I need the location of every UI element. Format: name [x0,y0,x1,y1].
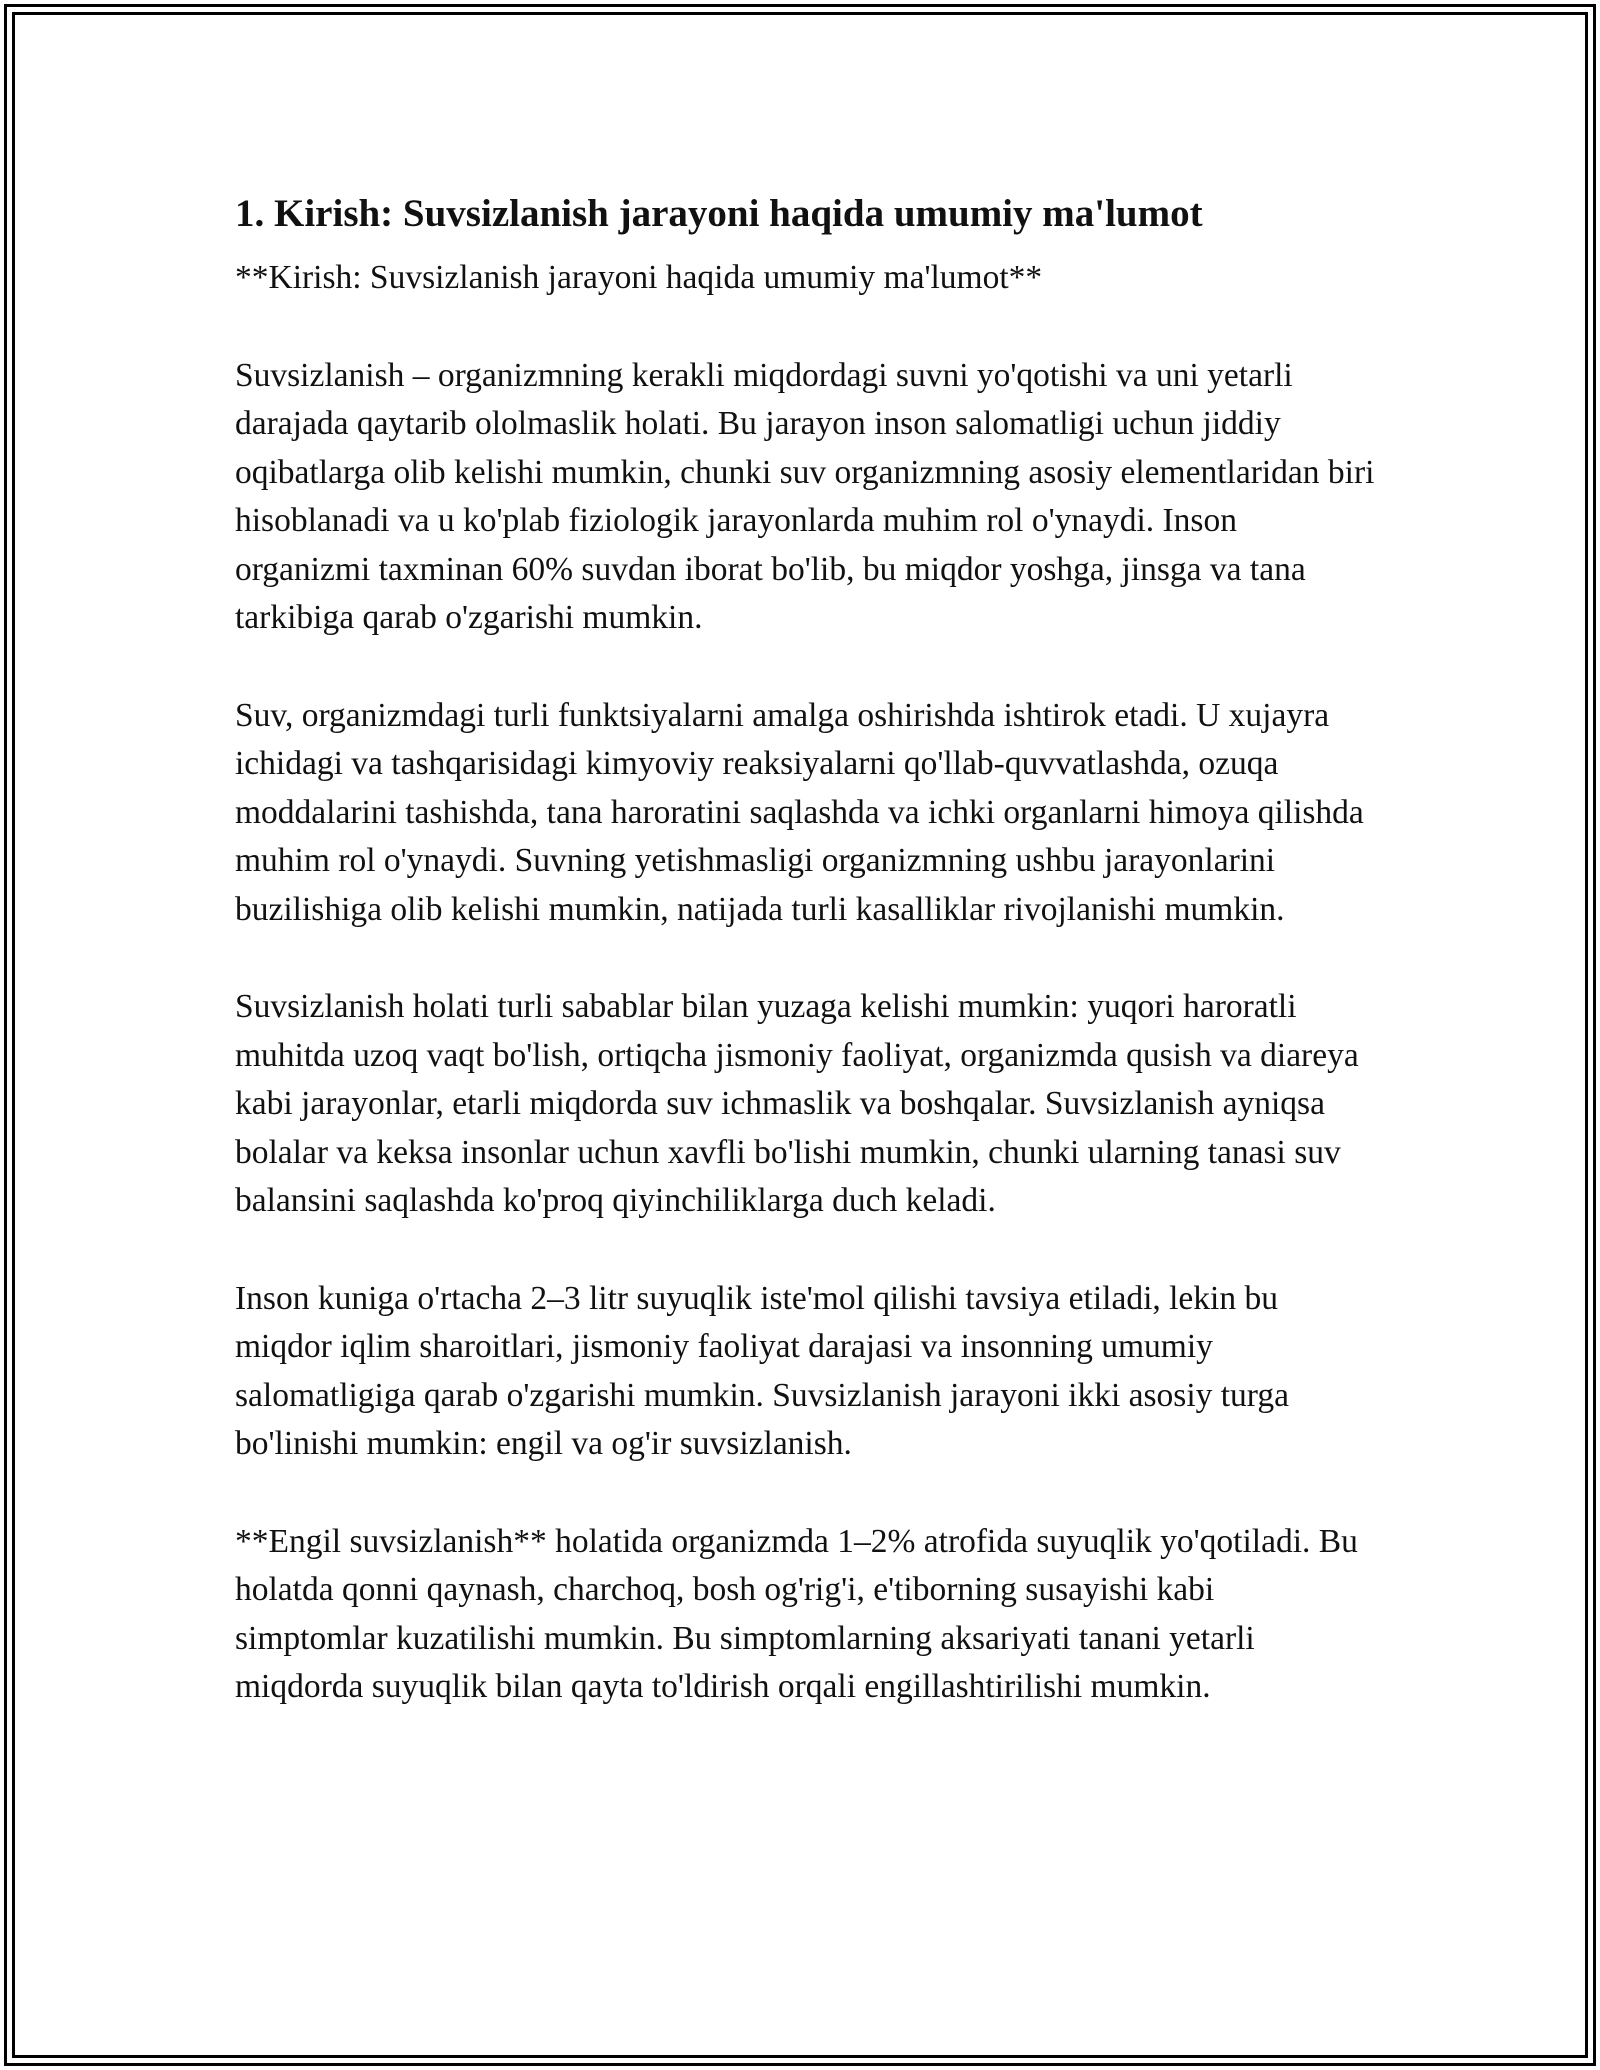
paragraph-4: Inson kuniga o'rtacha 2–3 litr suyuqlik iste'mol qilishi tavsiya etiladi, lekin bu miqdor iqlim sharoitlari, jismoniy faoliyat darajasi va insonning umumiy salomatligiga qarab o'zgarishi mumkin. Suvsizlanish jarayoni ikki asosiy turga bo'linishi mumkin: engil va og'ir suvsizlanish. [235,1279,1289,1462]
paragraph-2: Suv, organizmdagi turli funktsiyalarni amalga oshirishda ishtirok etadi. U xujayra ichidagi va tashqarisidagi kimyoviy reaksiyalarni qo'llab-quvvatlashda, ozuqa moddalarini tashishda, tana haroratini saqlashda va ichki organlarni himoya qilishda muhim rol o'ynaydi. Suvning yetishmasligi organizmning ushbu jarayonlarini buzilishiga olib kelishi mumkin, natijada turli kasalliklar rivojlanishi mumkin. [235,696,1364,928]
section-subtitle: **Kirish: Suvsizlanish jarayoni haqida umumiy ma'lumot** [235,259,1043,296]
paragraph-5: **Engil suvsizlanish** holatida organizmda 1–2% atrofida suyuqlik yo'qotiladi. Bu holatda qonni qaynash, charchoq, bosh og'rig'i, e'tiborning susayishi kabi simptomlar kuzatilishi mumkin. Bu simptomlarning aksariyati tanani yetarli miqdorda suyuqlik bilan qayta to'ldirish orqali engillashtirilishi mumkin. [235,1522,1358,1705]
section-heading: 1. Kirish: Suvsizlanish jarayoni haqida umumiy ma'lumot [235,192,1203,235]
document-body [235,186,1375,1712]
paragraph-3: Suvsizlanish holati turli sabablar bilan yuzaga kelishi mumkin: yuqori haroratli muhitda uzoq vaqt bo'lish, ortiqcha jismoniy faoliyat, organizmda qusish va diareya kabi jarayonlar, etarli miqdorda suv ichmaslik va boshqalar. Suvsizlanish ayniqsa bolalar va keksa insonlar uchun xavfli bo'lishi mumkin, chunki ularning tanasi suv balansini saqlashda ko'proq qiyinchiliklarga duch keladi. [235,988,1359,1219]
paragraph-1: Suvsizlanish – organizmning kerakli miqdordagi suvni yo'qotishi va uni yetarli darajada qaytarib ololmaslik holati. Bu jarayon inson salomatligi uchun jiddiy oqibatlarga olib kelishi mumkin, chunki suv organizmning asosiy elementlaridan biri hisoblanadi va u ko'plab fiziologik jarayonlarda muhim rol o'ynaydi. Inson organizmi taxminan 60% suvdan iborat bo'lib, bu miqdor yoshga, jinsga va tana tarkibiga qarab o'zgarishi mumkin. [235,356,1375,636]
